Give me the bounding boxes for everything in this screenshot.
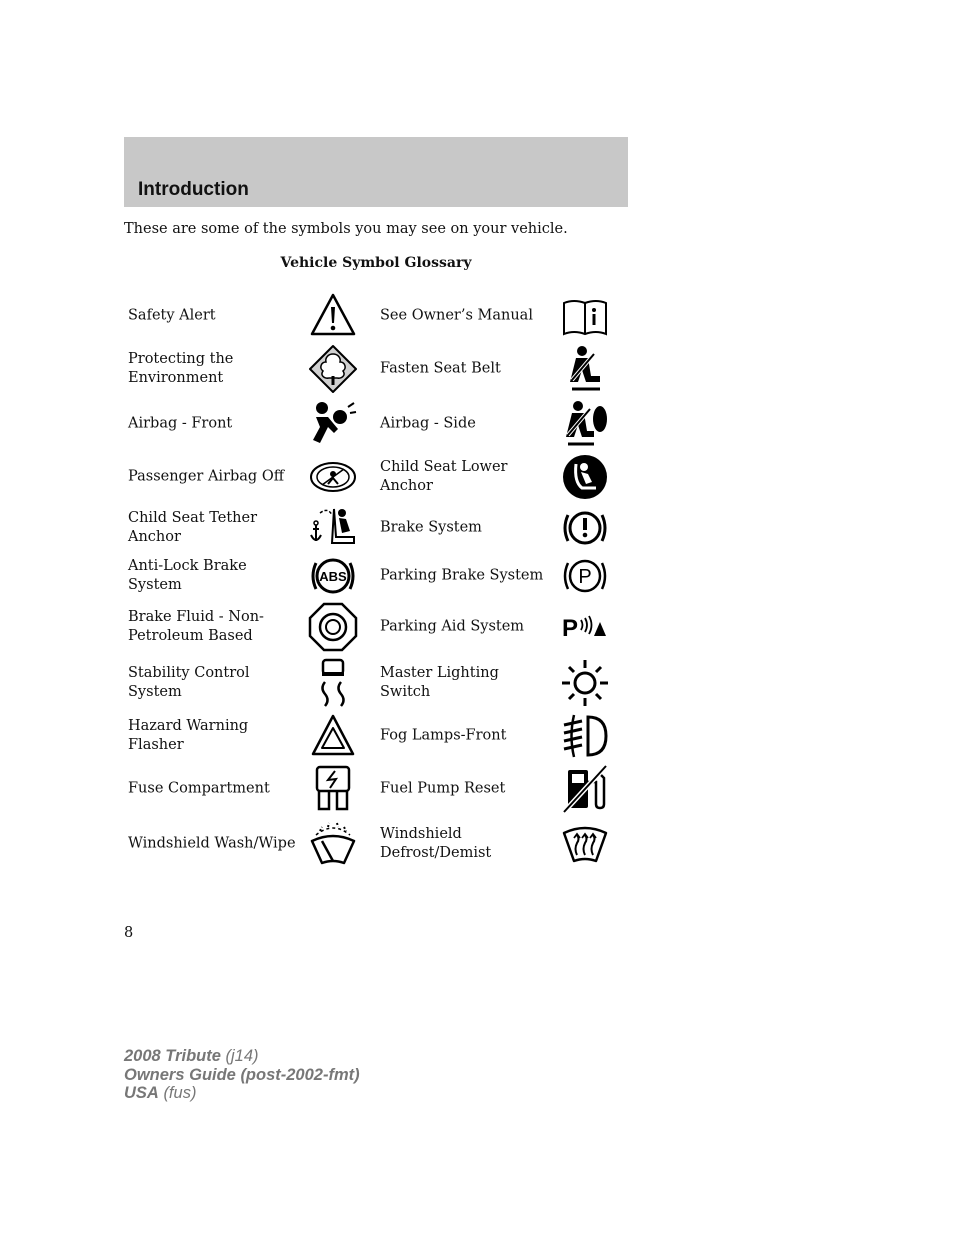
glossary-row [124, 553, 628, 599]
stability-control-icon [308, 658, 358, 708]
symbol-label: Child Seat Lower Anchor [380, 459, 508, 494]
parking-brake-icon [560, 551, 610, 601]
symbol-label: Fuse Compartment [128, 780, 270, 797]
glossary-row [124, 599, 628, 655]
footer-line-1: 2008 Tribute (j14) [124, 1047, 259, 1065]
hazard-warning-icon [308, 711, 358, 761]
environment-tree-icon [308, 344, 358, 394]
symbol-label: Parking Aid System [380, 618, 525, 635]
abs-icon-text: ABS [319, 569, 347, 584]
intro-text: These are some of the symbols you may see on your vehicle. [124, 221, 568, 237]
symbol-label: Stability Control System [128, 665, 250, 700]
airbag-side-icon [560, 399, 610, 449]
glossary-row [124, 761, 628, 817]
section-title: Introduction [138, 179, 249, 200]
glossary-row [124, 397, 628, 451]
symbol-label: Child Seat Tether Anchor [128, 510, 257, 545]
symbol-label: Safety Alert [128, 307, 216, 324]
glossary-row [124, 655, 628, 711]
symbol-label: Fasten Seat Belt [380, 360, 501, 377]
footer-line-2: Owners Guide (post-2002-fmt) [124, 1065, 360, 1084]
footer-line-3: USA (fus) [124, 1084, 197, 1102]
symbol-label: Airbag - Front [128, 415, 233, 432]
symbol-label: Anti-Lock Brake System [128, 558, 247, 593]
glossary-row [124, 341, 628, 397]
child-seat-tether-icon [308, 503, 358, 553]
glossary-row [124, 451, 628, 503]
windshield-wash-wipe-icon [308, 819, 358, 869]
abs-icon [308, 551, 358, 601]
parking-aid-icon [560, 602, 610, 652]
glossary-row [124, 817, 628, 871]
symbol-label: See Owner’s Manual [380, 307, 533, 324]
symbol-label: Brake System [380, 519, 482, 536]
parking-aid-icon-text: P [562, 615, 579, 642]
section-header-band [124, 137, 628, 207]
symbol-label: Passenger Airbag Off [128, 468, 285, 485]
passenger-airbag-off-icon [308, 452, 358, 502]
symbol-label: Airbag - Side [380, 415, 476, 432]
seat-belt-icon [560, 344, 610, 394]
child-seat-lower-anchor-icon [560, 452, 610, 502]
symbol-label: Windshield Wash/Wipe [128, 835, 296, 852]
symbol-label: Fuel Pump Reset [380, 780, 506, 797]
symbol-label: Master Lighting Switch [380, 665, 499, 700]
footer [124, 1047, 360, 1103]
master-lighting-icon [560, 658, 610, 708]
brake-fluid-icon [308, 602, 358, 652]
glossary-row [124, 711, 628, 761]
fuse-icon [308, 764, 358, 814]
symbol-label: Brake Fluid - Non-Petroleum Based [128, 609, 264, 644]
glossary-title: Vehicle Symbol Glossary [280, 255, 472, 271]
glossary-row [124, 291, 628, 341]
safety-alert-icon [308, 291, 358, 341]
symbol-label: Windshield Defrost/Demist [380, 826, 492, 861]
symbol-label: Hazard Warning Flasher [128, 718, 249, 753]
windshield-defrost-icon [560, 819, 610, 869]
airbag-front-icon [308, 399, 358, 449]
symbol-label: Fog Lamps-Front [380, 727, 507, 744]
page-number: 8 [124, 925, 134, 941]
parking-brake-icon-text: P [578, 566, 592, 588]
owners-manual-icon [560, 291, 610, 341]
brake-system-icon [560, 503, 610, 553]
symbol-label: Parking Brake System [380, 567, 544, 584]
fog-lamps-icon [560, 711, 610, 761]
glossary-row [124, 503, 628, 553]
symbol-label: Protecting the Environment [128, 351, 234, 386]
fuel-pump-reset-icon [560, 764, 610, 814]
